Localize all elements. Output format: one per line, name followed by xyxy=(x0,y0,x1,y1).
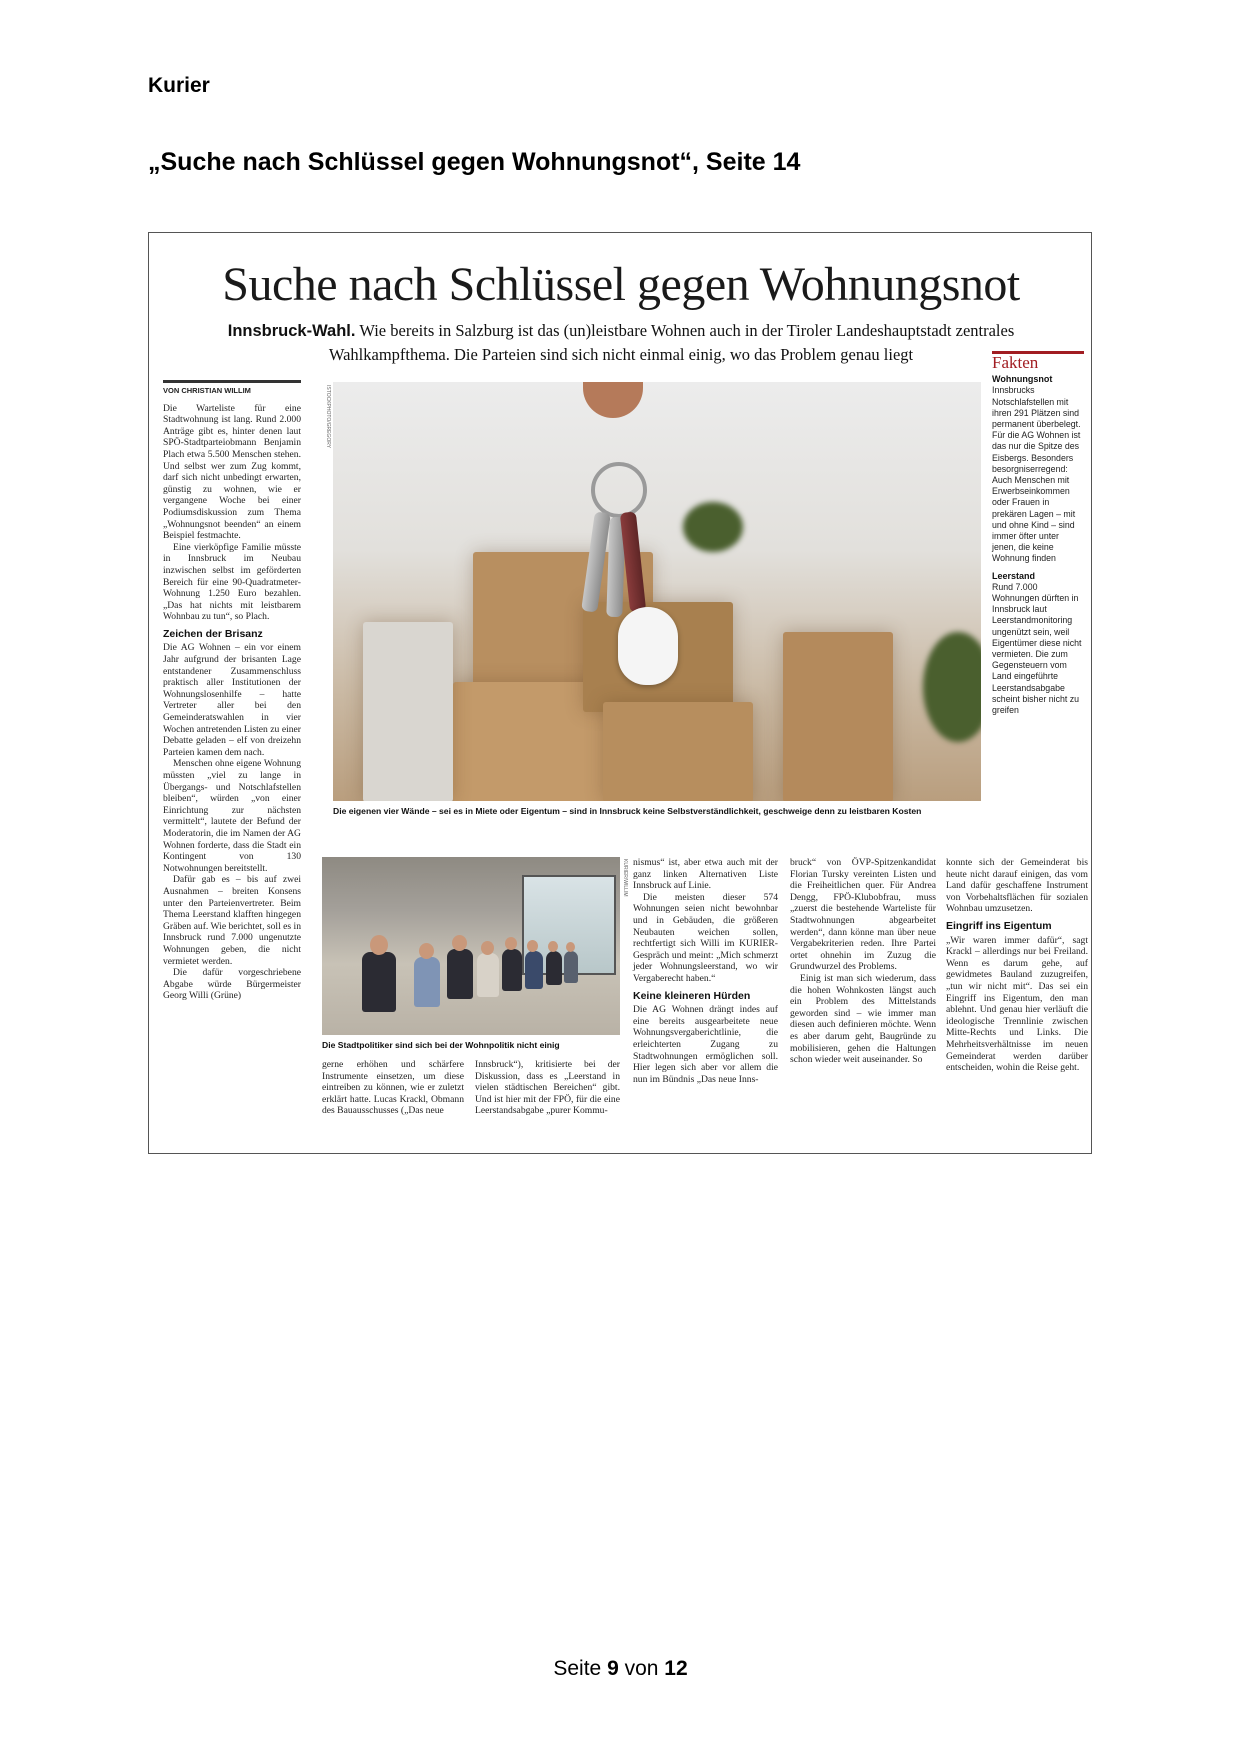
document-title: „Suche nach Schlüssel gegen Wohnungsnot“, Seite 14 xyxy=(148,148,801,176)
paragraph: „Wir waren immer dafür“, sagt Krackl – allerdings nur bei Freiland. Wenn es darum gehe, auf gewidmetes Bauland zuzugreifen, „tun wir nicht mit“. Das sei ein Eingriff ins Eigentum, den man ablehnt. Und genau hier verläuft die ideologische Trennlinie zwischen Mitte-Rechts und Links. Die Mehrheitsverhältnisse im neuen Gemeinderat werden darüber entscheiden, wohin die Reise geht. xyxy=(946,934,1088,1074)
fakten-heading: Leerstand xyxy=(992,570,1036,581)
footer-prefix: Seite xyxy=(553,1657,602,1680)
article-column-5 xyxy=(790,857,936,1066)
page-footer xyxy=(0,1657,1241,1681)
paragraph: Innsbruck“), kritisierte bei der Diskussion, dass es „Leerstand in vielen städtischen Bereichen“ gibt. Und ist hier mit der FPÖ, für die eine Leerstandsabgabe „purer Kommu- xyxy=(475,1059,620,1117)
photo-panel-person xyxy=(546,951,562,985)
photo-panel-person xyxy=(502,949,522,991)
footer-page-number: 9 xyxy=(607,1657,619,1680)
source-name: Kurier xyxy=(148,74,210,97)
footer-middle: von xyxy=(624,1657,659,1680)
article-subline-text: Wie bereits in Salzburg ist das (un)leistbare Wohnen auch in der Tiroler Landeshauptstadt zentrales Wahlkampfthema. Die Parteien sind sich nicht einmal einig, wo das Problem genau liegt xyxy=(328,321,1015,364)
paragraph: Die AG Wohnen drängt indes auf eine bereits ausgearbeitete neue Wohnungsvergaberichtlinie, die erleichterten Zugang zu Stadtwohnungen ermöglichen soll. Hier legen sich aber vor allem die nun im Bündnis „Das neue Inns- xyxy=(633,1004,778,1085)
photo-panel-person xyxy=(525,951,543,989)
paragraph: Dafür gab es – bis auf zwei Ausnahmen – breiten Konsens unter den Parteienvertreter. Beim Thema Leerstand klafften hingegen Gräben auf. Wie berichtet, soll es in Innsbruck rund 7.000 ungenutzte Wohnungen geben, die nicht vermietet werden. xyxy=(163,874,301,967)
paragraph: bruck“ von ÖVP-Spitzenkandidat Florian Tursky vereinten Listen und die Freiheitlichen quer. Für Andrea Dengg, FPÖ-Klubobfrau, muss „zuerst die bestehende Warteliste für Stadtwohnungen abgearbeitet werden“, dann könne man über neue Vergabekriterien reden. Ihre Partei ortet ohnehin im Zuzug die Grundwurzel des Problems. xyxy=(790,857,936,973)
paragraph: gerne erhöhen und schärfere Instrumente einsetzen, um diese eintreiben zu können, wie er zuletzt erklärt hatte. Lucas Krackl, Obmann des Bauausschusses („Das neue xyxy=(322,1059,464,1117)
photo-keys-plant xyxy=(923,632,981,742)
paragraph: konnte sich der Gemeinderat bis heute nicht darauf einigen, das vom Land dafür geschaffene Instrument von Vorbehaltsflächen für sozialen Wohnbau umzusetzen. xyxy=(946,857,1088,915)
subheading: Keine kleineren Hürden xyxy=(633,989,751,1002)
photo-keys-box xyxy=(603,702,753,801)
photo-panel-person xyxy=(414,957,440,1007)
subheading: Eingriff ins Eigentum xyxy=(946,919,1052,932)
article-kicker: Innsbruck-Wahl. xyxy=(227,322,356,340)
paragraph: Einig ist man sich wiederum, dass die hohen Wohnkosten längst auch ein Problem des Mittelstands geworden sind – wie immer man diesen auch definieren möchte. Wenn es aber darum geht, Baugründe zu mobilisieren, gehen die Haltungen schon wieder weit auseinander. So xyxy=(790,972,936,1066)
article-headline: Suche nach Schlüssel gegen Wohnungsnot xyxy=(222,258,1020,311)
article-subline xyxy=(209,319,1033,367)
fakten-heading: Wohnungsnot xyxy=(992,374,1053,385)
photo-panel-person xyxy=(564,951,578,983)
article-column-4 xyxy=(633,857,778,1085)
photo-keys-caption: Die eigenen vier Wände – sei es in Miete oder Eigentum – sind in Innsbruck keine Selbstverständlichkeit, geschweige denn zu leistbaren Kosten xyxy=(333,806,922,816)
photo-keys-tag xyxy=(618,607,678,685)
photo-panel-head xyxy=(419,943,434,959)
photo-keys xyxy=(333,382,981,801)
photo-panel-head xyxy=(452,935,467,951)
photo-panel-person xyxy=(477,953,499,997)
paragraph: Die dafür vorgeschriebene Abgabe würde Bürgermeister Georg Willi (Grüne) xyxy=(163,967,301,1002)
photo-panel-head xyxy=(505,937,517,950)
article-column-2 xyxy=(322,1059,464,1117)
paragraph: Menschen ohne eigene Wohnung müssten „viel zu lange in Übergangs- und Notschlafstellen bleiben“, würden „von einer Einrichtung zur nächsten vermittelt“, lautete der Befund der Moderatorin, die im Namen der AG Wohnen forderte, dass die Stadt ein Kontingent von 130 Notwohnungen bereitstellt. xyxy=(163,758,301,874)
article-column-1 xyxy=(163,380,301,1002)
photo-keys-plant xyxy=(683,502,743,552)
fakten-text: Rund 7.000 Wohnungen dürften in Innsbruck laut Leerstandmonitoring ungenützt sein, weil Eigentümer diese nicht vermieten. Die zum Gegensteuern vom Land eingeführte Leerstandsabgabe scheint bisher nicht zu greifen xyxy=(992,581,1082,716)
photo-panel-head xyxy=(527,940,538,952)
photo-panel-credit: KURIER/WILLIM xyxy=(622,859,628,897)
photo-keys-hand xyxy=(583,382,643,418)
photo-panel-person xyxy=(447,949,473,999)
photo-panel-head xyxy=(481,941,494,955)
fakten-text: Innsbrucks Notschlafstellen mit ihren 291 Plätzen sind permanent überbelegt. Für die AG Wohnen ist das nur die Spitze des Eisbergs. Besonders besorgniserregend: Auch Menschen mit Erwerbseinkommen oder Frauen in prekären Lagen – mit und ohne Kind – sind immer öfter unter jenen, die keine Wohnung finden xyxy=(992,385,1081,564)
photo-panel-caption: Die Stadtpolitiker sind sich bei der Wohnpolitik nicht einig xyxy=(322,1040,560,1050)
article-column-6 xyxy=(946,857,1088,1074)
photo-keys-box xyxy=(783,632,893,801)
paragraph: Die AG Wohnen – ein vor einem Jahr aufgrund der brisanten Lage entstandener Zusammenschluss praktisch aller Institutionen der Wohnungslosenhilfe – hatte Vertreter aller bei den Gemeinderatswahlen in vier Wochen antretenden Listen zu einer Debatte geladen – elf von dreizehn Parteien kamen dem nach. xyxy=(163,642,301,758)
byline: VON CHRISTIAN WILLIM xyxy=(163,380,301,397)
photo-panel-discussion xyxy=(322,857,620,1035)
photo-keys-credit: ISTOCKPHOTO/GREGORY xyxy=(325,385,331,449)
subheading: Zeichen der Brisanz xyxy=(163,627,263,640)
footer-total-pages: 12 xyxy=(664,1657,688,1680)
photo-panel-head xyxy=(370,935,388,955)
fakten-title: Fakten xyxy=(992,351,1084,368)
photo-panel-head xyxy=(566,942,575,952)
photo-keys-box xyxy=(363,622,453,801)
photo-panel-person xyxy=(362,952,396,1012)
photo-keys-ring xyxy=(591,462,647,518)
article-column-3 xyxy=(475,1059,620,1117)
newspaper-clipping xyxy=(148,232,1092,1154)
paragraph: nismus“ ist, aber etwa auch mit der ganz linken Alternativen Liste Innsbruck auf Linie. xyxy=(633,857,778,892)
photo-panel-head xyxy=(548,941,558,952)
paragraph: Die meisten dieser 574 Wohnungen seien nicht bewohnbar und in Gebäuden, die größeren Neubauten weichen sollen, rechtfertigt sich Willi im KURIER-Gespräch und meint: „Mich schmerzt jeder Wohnungsleerstand, wo wir Vergaberecht haben.“ xyxy=(633,891,778,984)
paragraph: Eine vierköpfige Familie müsste in Innsbruck im Neubau inzwischen selbst im geförderten Bereich für eine 90-Quadratmeter-Wohnung 1.250 Euro bezahlen. „Das hat nichts mit leistbarem Wohnbau zu tun“, so Plach. xyxy=(163,541,301,623)
paragraph: Die Warteliste für eine Stadtwohnung ist lang. Rund 2.000 Anträge gibt es, hinter denen laut SPÖ-Stadtparteiobmann Benjamin Plach etwa 5.500 Menschen stehen. Und selbst wer zum Zug kommt, darf sich nicht unbedingt erwarten, günstig zu wohnen, wie er vergangene Woche bei einer Podiumsdiskussion zum Thema „Wohnungsnot beenden“ an einem Beispiel festmachte. xyxy=(163,402,301,542)
fakten-box xyxy=(992,351,1084,716)
